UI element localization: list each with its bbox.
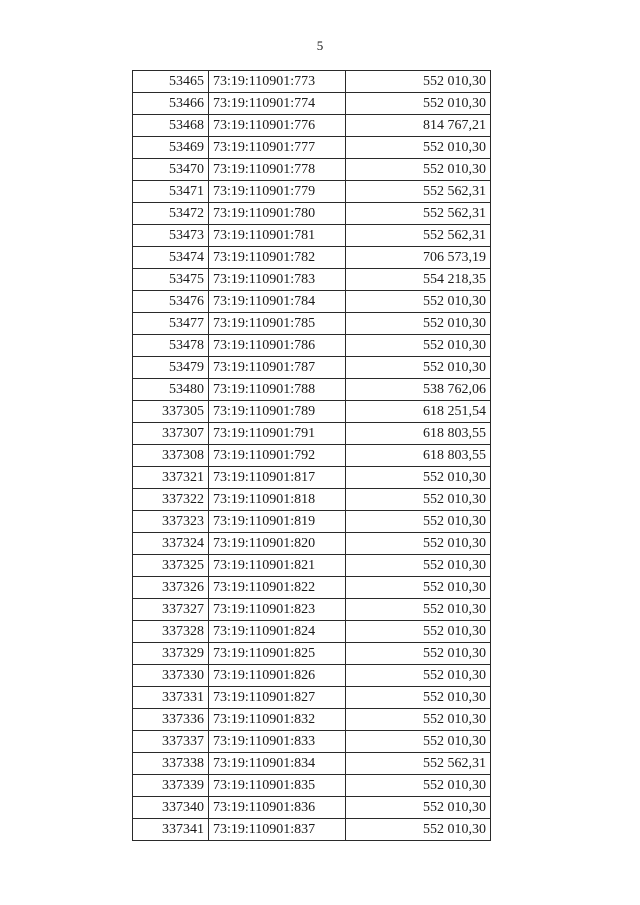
object-id-cell: 337327 xyxy=(133,599,209,621)
object-id-cell: 337324 xyxy=(133,533,209,555)
object-id-cell: 53470 xyxy=(133,159,209,181)
object-id-cell: 337329 xyxy=(133,643,209,665)
object-id-cell: 53476 xyxy=(133,291,209,313)
cadastral-number-cell: 73:19:110901:787 xyxy=(209,357,346,379)
table-row xyxy=(133,401,491,423)
cadastral-number-cell: 73:19:110901:833 xyxy=(209,731,346,753)
table-row xyxy=(133,313,491,335)
table-row xyxy=(133,269,491,291)
table-row xyxy=(133,775,491,797)
cadastral-value-cell: 554 218,35 xyxy=(346,269,491,291)
cadastral-number-cell: 73:19:110901:818 xyxy=(209,489,346,511)
cadastral-number-cell: 73:19:110901:834 xyxy=(209,753,346,775)
table-row xyxy=(133,621,491,643)
object-id-cell: 337321 xyxy=(133,467,209,489)
cadastral-number-cell: 73:19:110901:784 xyxy=(209,291,346,313)
table-row xyxy=(133,203,491,225)
table-body xyxy=(133,71,491,841)
cadastral-number-cell: 73:19:110901:836 xyxy=(209,797,346,819)
object-id-cell: 337337 xyxy=(133,731,209,753)
object-id-cell: 337339 xyxy=(133,775,209,797)
cadastral-value-cell: 552 010,30 xyxy=(346,511,491,533)
cadastral-number-cell: 73:19:110901:781 xyxy=(209,225,346,247)
table-row xyxy=(133,599,491,621)
cadastral-number-cell: 73:19:110901:822 xyxy=(209,577,346,599)
cadastral-value-cell: 552 010,30 xyxy=(346,467,491,489)
cadastral-value-cell: 552 010,30 xyxy=(346,335,491,357)
object-id-cell: 53479 xyxy=(133,357,209,379)
table-row xyxy=(133,643,491,665)
table-row xyxy=(133,247,491,269)
cadastral-number-cell: 73:19:110901:826 xyxy=(209,665,346,687)
cadastral-value-cell: 552 010,30 xyxy=(346,687,491,709)
cadastral-value-cell: 618 803,55 xyxy=(346,423,491,445)
cadastral-number-cell: 73:19:110901:835 xyxy=(209,775,346,797)
cadastral-value-cell: 552 010,30 xyxy=(346,489,491,511)
cadastral-number-cell: 73:19:110901:776 xyxy=(209,115,346,137)
object-id-cell: 337338 xyxy=(133,753,209,775)
table-row xyxy=(133,511,491,533)
cadastral-number-cell: 73:19:110901:777 xyxy=(209,137,346,159)
cadastral-number-cell: 73:19:110901:820 xyxy=(209,533,346,555)
cadastral-number-cell: 73:19:110901:819 xyxy=(209,511,346,533)
cadastral-value-cell: 552 010,30 xyxy=(346,621,491,643)
cadastral-number-cell: 73:19:110901:821 xyxy=(209,555,346,577)
table-row xyxy=(133,533,491,555)
table-row xyxy=(133,467,491,489)
cadastral-number-cell: 73:19:110901:782 xyxy=(209,247,346,269)
object-id-cell: 337330 xyxy=(133,665,209,687)
cadastral-value-cell: 552 010,30 xyxy=(346,643,491,665)
cadastral-number-cell: 73:19:110901:832 xyxy=(209,709,346,731)
cadastral-number-cell: 73:19:110901:817 xyxy=(209,467,346,489)
cadastral-number-cell: 73:19:110901:773 xyxy=(209,71,346,93)
cadastral-value-cell: 552 010,30 xyxy=(346,775,491,797)
table-row xyxy=(133,797,491,819)
table-row xyxy=(133,731,491,753)
table-row xyxy=(133,93,491,115)
cadastral-value-cell: 552 010,30 xyxy=(346,93,491,115)
table-row xyxy=(133,181,491,203)
cadastral-number-cell: 73:19:110901:827 xyxy=(209,687,346,709)
cadastral-value-cell: 552 010,30 xyxy=(346,533,491,555)
table-row xyxy=(133,71,491,93)
table-row xyxy=(133,489,491,511)
object-id-cell: 337326 xyxy=(133,577,209,599)
object-id-cell: 53477 xyxy=(133,313,209,335)
cadastral-number-cell: 73:19:110901:778 xyxy=(209,159,346,181)
cadastral-value-cell: 552 010,30 xyxy=(346,709,491,731)
cadastral-number-cell: 73:19:110901:823 xyxy=(209,599,346,621)
table-row xyxy=(133,577,491,599)
cadastral-number-cell: 73:19:110901:774 xyxy=(209,93,346,115)
cadastral-number-cell: 73:19:110901:779 xyxy=(209,181,346,203)
table-row xyxy=(133,137,491,159)
cadastral-value-cell: 552 010,30 xyxy=(346,291,491,313)
cadastral-value-cell: 538 762,06 xyxy=(346,379,491,401)
table-row xyxy=(133,709,491,731)
table-row xyxy=(133,379,491,401)
object-id-cell: 337305 xyxy=(133,401,209,423)
cadastral-value-cell: 706 573,19 xyxy=(346,247,491,269)
cadastral-number-cell: 73:19:110901:825 xyxy=(209,643,346,665)
cadastral-value-cell: 552 010,30 xyxy=(346,357,491,379)
table-row xyxy=(133,225,491,247)
object-id-cell: 53472 xyxy=(133,203,209,225)
table-row xyxy=(133,115,491,137)
object-id-cell: 337341 xyxy=(133,819,209,841)
object-id-cell: 337340 xyxy=(133,797,209,819)
cadastral-number-cell: 73:19:110901:780 xyxy=(209,203,346,225)
cadastral-value-cell: 552 562,31 xyxy=(346,203,491,225)
cadastral-number-cell: 73:19:110901:824 xyxy=(209,621,346,643)
object-id-cell: 53474 xyxy=(133,247,209,269)
object-id-cell: 337336 xyxy=(133,709,209,731)
table-row xyxy=(133,819,491,841)
cadastral-value-cell: 552 010,30 xyxy=(346,71,491,93)
cadastral-number-cell: 73:19:110901:785 xyxy=(209,313,346,335)
object-id-cell: 337322 xyxy=(133,489,209,511)
cadastral-value-cell: 552 562,31 xyxy=(346,753,491,775)
cadastral-value-cell: 814 767,21 xyxy=(346,115,491,137)
cadastral-value-cell: 552 010,30 xyxy=(346,159,491,181)
cadastral-value-cell: 552 010,30 xyxy=(346,599,491,621)
cadastral-number-cell: 73:19:110901:786 xyxy=(209,335,346,357)
cadastral-number-cell: 73:19:110901:788 xyxy=(209,379,346,401)
object-id-cell: 53469 xyxy=(133,137,209,159)
page-number: 5 xyxy=(316,38,324,53)
table-row xyxy=(133,335,491,357)
cadastral-value-cell: 552 010,30 xyxy=(346,665,491,687)
cadastral-value-cell: 552 562,31 xyxy=(346,225,491,247)
table-row xyxy=(133,753,491,775)
cadastral-value-cell: 552 010,30 xyxy=(346,577,491,599)
object-id-cell: 53468 xyxy=(133,115,209,137)
object-id-cell: 53471 xyxy=(133,181,209,203)
object-id-cell: 53465 xyxy=(133,71,209,93)
table-row xyxy=(133,159,491,181)
cadastral-value-cell: 552 010,30 xyxy=(346,555,491,577)
cadastral-value-cell: 618 803,55 xyxy=(346,445,491,467)
object-id-cell: 53480 xyxy=(133,379,209,401)
table-row xyxy=(133,555,491,577)
object-id-cell: 53478 xyxy=(133,335,209,357)
object-id-cell: 53473 xyxy=(133,225,209,247)
object-id-cell: 337331 xyxy=(133,687,209,709)
cadastral-value-cell: 552 010,30 xyxy=(346,731,491,753)
object-id-cell: 337328 xyxy=(133,621,209,643)
cadastral-value-cell: 552 010,30 xyxy=(346,137,491,159)
cadastral-value-cell: 552 010,30 xyxy=(346,819,491,841)
table-row xyxy=(133,665,491,687)
object-id-cell: 337308 xyxy=(133,445,209,467)
cadastral-number-cell: 73:19:110901:792 xyxy=(209,445,346,467)
cadastral-value-cell: 552 010,30 xyxy=(346,797,491,819)
object-id-cell: 337307 xyxy=(133,423,209,445)
cadastral-value-cell: 552 010,30 xyxy=(346,313,491,335)
object-id-cell: 53466 xyxy=(133,93,209,115)
object-id-cell: 337323 xyxy=(133,511,209,533)
table-row xyxy=(133,357,491,379)
cadastral-number-cell: 73:19:110901:789 xyxy=(209,401,346,423)
cadastral-value-cell: 618 251,54 xyxy=(346,401,491,423)
cadastral-number-cell: 73:19:110901:783 xyxy=(209,269,346,291)
cadastral-number-cell: 73:19:110901:791 xyxy=(209,423,346,445)
table-row xyxy=(133,687,491,709)
table-row xyxy=(133,291,491,313)
object-id-cell: 53475 xyxy=(133,269,209,291)
object-id-cell: 337325 xyxy=(133,555,209,577)
cadastral-number-cell: 73:19:110901:837 xyxy=(209,819,346,841)
table-row xyxy=(133,423,491,445)
table-row xyxy=(133,445,491,467)
cadastral-value-table xyxy=(132,70,491,841)
cadastral-value-cell: 552 562,31 xyxy=(346,181,491,203)
